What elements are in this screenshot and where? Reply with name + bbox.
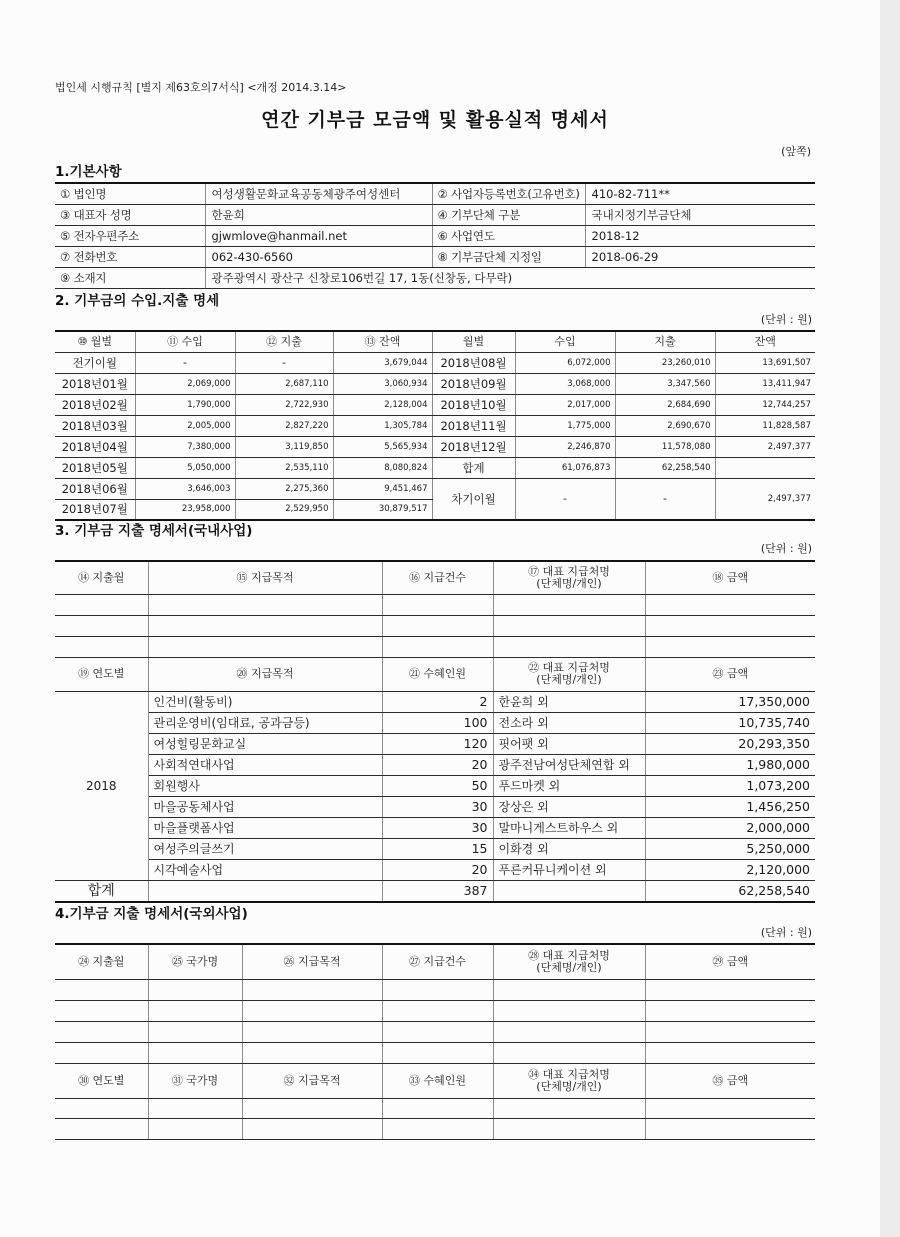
header-beneficiaries: ㉝ 수혜인원	[382, 1063, 493, 1098]
header-year: ⑲ 연도별	[55, 657, 148, 691]
basic-info-row	[55, 225, 815, 246]
empty-cell	[645, 1118, 815, 1139]
empty-cell	[645, 615, 815, 636]
month-cell: 2018년04월	[55, 436, 135, 457]
balance-cell: 9,451,467	[333, 478, 432, 499]
empty-row	[55, 636, 815, 657]
empty-cell	[493, 1000, 645, 1021]
section4-unit: (단위 : 원)	[760, 926, 812, 939]
carry-forward-balance: 2,497,377	[715, 478, 815, 520]
empty-cell	[148, 636, 382, 657]
header-amount: ⑱ 금액	[645, 561, 815, 594]
income-cell: 5,050,000	[135, 457, 235, 478]
header-payee-title: ⑰ 대표 지급처명	[528, 564, 610, 578]
year-cell: 2018	[55, 691, 148, 880]
header-payee	[493, 1063, 645, 1098]
income-expense-table	[55, 330, 815, 521]
empty-cell	[493, 880, 645, 902]
income-cell: 2,069,000	[135, 373, 235, 394]
empty-cell	[493, 1098, 645, 1118]
header-month: ⑩ 월별	[55, 331, 135, 352]
header-year: ㉚ 연도별	[55, 1063, 148, 1098]
payee-cell: 한윤희 외	[493, 691, 645, 712]
empty-cell	[148, 615, 382, 636]
header-income: ⑪ 수입	[135, 331, 235, 352]
table-header-row	[55, 657, 815, 691]
empty-row	[55, 1098, 815, 1118]
empty-cell	[715, 457, 815, 478]
email-value: gjwmlove@hanmail.net	[205, 225, 432, 246]
income-cell: 3,068,000	[515, 373, 615, 394]
domestic-expense-table	[55, 560, 815, 903]
empty-cell	[493, 1042, 645, 1063]
table-row	[55, 733, 815, 754]
income-cell: 2,005,000	[135, 415, 235, 436]
payee-cell: 푸드마켓 외	[493, 775, 645, 796]
empty-cell	[148, 594, 382, 615]
header-amount: ㉓ 금액	[645, 657, 815, 691]
header-payee-title: ㉞ 대표 지급처명	[528, 1067, 610, 1081]
purpose-cell: 사회적연대사업	[148, 754, 382, 775]
address-value: 광주광역시 광산구 신창로106번길 17, 1동(신창동, 다무락)	[205, 267, 815, 288]
corp-name-value: 여성생활문화교육공동체광주여성센터	[205, 183, 432, 204]
empty-cell	[148, 880, 382, 902]
carry-forward-label: 차기이월	[432, 478, 515, 520]
balance-cell: 2,497,377	[715, 436, 815, 457]
fiscal-year-label: ⑥ 사업연도	[432, 225, 585, 246]
empty-cell	[493, 1118, 645, 1139]
empty-cell	[645, 594, 815, 615]
balance-cell: 8,080,824	[333, 457, 432, 478]
header-balance: 잔액	[715, 331, 815, 352]
header-payee-title: ㉘ 대표 지급처명	[528, 948, 610, 962]
beneficiaries-cell: 100	[382, 712, 493, 733]
balance-cell: 3,679,044	[333, 352, 432, 373]
phone-value: 062-430-6560	[205, 246, 432, 267]
section3-heading: 3. 기부금 지출 명세서(국내사업)	[55, 523, 253, 539]
balance-cell: 3,060,934	[333, 373, 432, 394]
month-cell: 2018년06월	[55, 478, 135, 499]
expense-cell: 2,687,110	[235, 373, 333, 394]
purpose-cell: 여성힐링문화교실	[148, 733, 382, 754]
empty-cell	[382, 1000, 493, 1021]
income-cell: 1,790,000	[135, 394, 235, 415]
month-cell: 2018년11월	[432, 415, 515, 436]
beneficiaries-cell: 15	[382, 838, 493, 859]
document-title: 연간 기부금 모금액 및 활용실적 명세서	[261, 109, 609, 131]
empty-cell	[148, 1118, 242, 1139]
header-count: ⑯ 지급건수	[382, 561, 493, 594]
table-row	[55, 754, 815, 775]
table-row	[55, 859, 815, 880]
basic-info-row	[55, 183, 815, 204]
total-amount: 62,258,540	[645, 880, 815, 902]
address-label: ⑨ 소재지	[55, 267, 205, 288]
fiscal-year-value: 2018-12	[585, 225, 815, 246]
table-row	[55, 796, 815, 817]
empty-cell	[148, 1098, 242, 1118]
amount-cell: 1,073,200	[645, 775, 815, 796]
table-row	[55, 457, 815, 478]
total-label: 합계	[55, 880, 148, 902]
empty-cell	[645, 1021, 815, 1042]
header-payee	[493, 561, 645, 594]
header-payee-sub: (단체명/개인)	[536, 960, 602, 974]
table-header-row	[55, 1063, 815, 1098]
header-payee	[493, 657, 645, 691]
empty-row	[55, 1000, 815, 1021]
header-payee-sub: (단체명/개인)	[536, 673, 602, 686]
empty-cell	[148, 979, 242, 1000]
beneficiaries-cell: 20	[382, 754, 493, 775]
empty-cell	[55, 1021, 148, 1042]
balance-cell: 13,691,507	[715, 352, 815, 373]
phone-label: ⑦ 전화번호	[55, 246, 205, 267]
carry-forward-income: -	[515, 478, 615, 520]
designation-date-label: ⑧ 기부금단체 지정일	[432, 246, 585, 267]
header-month: 월별	[432, 331, 515, 352]
expense-cell: 2,690,670	[615, 415, 715, 436]
header-month: ㉔ 지출월	[55, 944, 148, 979]
corp-name-label: ① 법인명	[55, 183, 205, 204]
balance-cell: 5,565,934	[333, 436, 432, 457]
empty-cell	[55, 1000, 148, 1021]
payee-cell: 광주전남여성단체연합 외	[493, 754, 645, 775]
section2-heading: 2. 기부금의 수입.지출 명세	[55, 293, 220, 309]
amount-cell: 1,456,250	[645, 796, 815, 817]
header-beneficiaries: ㉑ 수혜인원	[382, 657, 493, 691]
empty-row	[55, 594, 815, 615]
month-cell: 2018년07월	[55, 499, 135, 520]
empty-cell	[493, 636, 645, 657]
total-income: 61,076,873	[515, 457, 615, 478]
total-beneficiaries: 387	[382, 880, 493, 902]
amount-cell: 2,120,000	[645, 859, 815, 880]
email-label: ⑤ 전자우편주소	[55, 225, 205, 246]
header-month: ⑭ 지출월	[55, 561, 148, 594]
purpose-cell: 마을플랫폼사업	[148, 817, 382, 838]
page-side-label: (앞쪽)	[781, 145, 811, 158]
representative-value: 한윤희	[205, 204, 432, 225]
empty-cell	[242, 1021, 382, 1042]
purpose-cell: 여성주의글쓰기	[148, 838, 382, 859]
empty-cell	[55, 979, 148, 1000]
income-cell: 3,646,003	[135, 478, 235, 499]
header-purpose: ㉜ 지급목적	[242, 1063, 382, 1098]
table-row	[55, 817, 815, 838]
basic-info-table	[55, 182, 815, 289]
header-income: 수입	[515, 331, 615, 352]
payee-cell: 핏어팻 외	[493, 733, 645, 754]
total-expense: 62,258,540	[615, 457, 715, 478]
empty-row	[55, 1021, 815, 1042]
reg-number-value: 410-82-711**	[585, 183, 815, 204]
purpose-cell: 마을공동체사업	[148, 796, 382, 817]
empty-cell	[55, 636, 148, 657]
payee-cell: 전소라 외	[493, 712, 645, 733]
income-cell: 7,380,000	[135, 436, 235, 457]
header-payee-sub: (단체명/개인)	[536, 576, 602, 590]
amount-cell: 1,980,000	[645, 754, 815, 775]
empty-cell	[242, 979, 382, 1000]
income-cell: 23,958,000	[135, 499, 235, 520]
month-cell: 2018년09월	[432, 373, 515, 394]
expense-cell: 2,722,930	[235, 394, 333, 415]
empty-cell	[382, 594, 493, 615]
expense-cell: 2,827,220	[235, 415, 333, 436]
empty-cell	[242, 1000, 382, 1021]
form-header: 법인세 시행규칙 [별지 제63호의7서식] <개정 2014.3.14>	[55, 81, 347, 94]
basic-info-row	[55, 204, 815, 225]
empty-cell	[382, 1042, 493, 1063]
empty-cell	[645, 636, 815, 657]
empty-cell	[493, 979, 645, 1000]
empty-cell	[148, 1042, 242, 1063]
amount-cell: 5,250,000	[645, 838, 815, 859]
empty-cell	[493, 594, 645, 615]
table-header-row	[55, 944, 815, 979]
empty-row	[55, 979, 815, 1000]
empty-cell	[382, 1118, 493, 1139]
section1-heading: 1.기본사항	[55, 164, 122, 180]
balance-cell: 1,305,784	[333, 415, 432, 436]
purpose-cell: 시각예술사업	[148, 859, 382, 880]
expense-cell: -	[235, 352, 333, 373]
purpose-cell: 관리운영비(임대료, 공과금등)	[148, 712, 382, 733]
empty-row	[55, 615, 815, 636]
balance-cell: 12,744,257	[715, 394, 815, 415]
header-expense: ⑫ 지출	[235, 331, 333, 352]
beneficiaries-cell: 20	[382, 859, 493, 880]
header-amount: ㉙ 금액	[645, 944, 815, 979]
income-cell: 2,017,000	[515, 394, 615, 415]
payee-cell: 이화경 외	[493, 838, 645, 859]
beneficiaries-cell: 120	[382, 733, 493, 754]
header-payee	[493, 944, 645, 979]
income-cell: -	[135, 352, 235, 373]
expense-cell: 2,529,950	[235, 499, 333, 520]
expense-cell: 2,684,690	[615, 394, 715, 415]
beneficiaries-cell: 30	[382, 796, 493, 817]
header-expense: 지출	[615, 331, 715, 352]
expense-cell: 2,275,360	[235, 478, 333, 499]
representative-label: ③ 대표자 성명	[55, 204, 205, 225]
table-header-row	[55, 561, 815, 594]
expense-cell: 23,260,010	[615, 352, 715, 373]
table-row	[55, 775, 815, 796]
expense-cell: 3,347,560	[615, 373, 715, 394]
table-row	[55, 415, 815, 436]
amount-cell: 2,000,000	[645, 817, 815, 838]
month-cell: 2018년05월	[55, 457, 135, 478]
payee-cell: 말마니게스트하우스 외	[493, 817, 645, 838]
month-cell: 2018년10월	[432, 394, 515, 415]
header-purpose: ⑮ 지급목적	[148, 561, 382, 594]
empty-cell	[382, 615, 493, 636]
table-row	[55, 712, 815, 733]
table-row	[55, 691, 815, 712]
beneficiaries-cell: 2	[382, 691, 493, 712]
balance-cell: 13,411,947	[715, 373, 815, 394]
empty-cell	[493, 1021, 645, 1042]
table-row	[55, 436, 815, 457]
expense-cell: 3,119,850	[235, 436, 333, 457]
amount-cell: 10,735,740	[645, 712, 815, 733]
beneficiaries-cell: 50	[382, 775, 493, 796]
empty-cell	[493, 615, 645, 636]
header-country: ㉛ 국가명	[148, 1063, 242, 1098]
income-cell: 1,775,000	[515, 415, 615, 436]
table-row	[55, 394, 815, 415]
basic-info-row	[55, 246, 815, 267]
header-purpose: ㉖ 지급목적	[242, 944, 382, 979]
carry-forward-expense: -	[615, 478, 715, 520]
empty-cell	[55, 1042, 148, 1063]
empty-cell	[55, 1118, 148, 1139]
header-payee-title: ㉒ 대표 지급처명	[528, 661, 610, 674]
header-payee-sub: (단체명/개인)	[536, 1079, 602, 1093]
empty-cell	[242, 1118, 382, 1139]
empty-cell	[242, 1098, 382, 1118]
org-type-value: 국내지정기부금단체	[585, 204, 815, 225]
overseas-expense-table	[55, 943, 815, 1140]
month-cell: 2018년03월	[55, 415, 135, 436]
table-row	[55, 838, 815, 859]
empty-cell	[382, 1021, 493, 1042]
empty-cell	[645, 1000, 815, 1021]
section4-heading: 4.기부금 지출 명세서(국외사업)	[55, 906, 248, 922]
purpose-cell: 인건비(활동비)	[148, 691, 382, 712]
total-row	[55, 880, 815, 902]
header-count: ㉗ 지급건수	[382, 944, 493, 979]
empty-cell	[645, 1098, 815, 1118]
empty-cell	[55, 615, 148, 636]
section2-unit: (단위 : 원)	[760, 313, 812, 326]
empty-cell	[148, 1000, 242, 1021]
payee-cell: 장상은 외	[493, 796, 645, 817]
section3-unit: (단위 : 원)	[760, 542, 812, 555]
empty-cell	[382, 1098, 493, 1118]
empty-cell	[645, 979, 815, 1000]
income-cell: 2,246,870	[515, 436, 615, 457]
balance-cell: 2,128,004	[333, 394, 432, 415]
reg-number-label: ② 사업자등록번호(고유번호)	[432, 183, 585, 204]
empty-cell	[382, 636, 493, 657]
empty-cell	[55, 594, 148, 615]
amount-cell: 17,350,000	[645, 691, 815, 712]
org-type-label: ④ 기부단체 구분	[432, 204, 585, 225]
expense-cell: 11,578,080	[615, 436, 715, 457]
month-cell: 2018년01월	[55, 373, 135, 394]
beneficiaries-cell: 30	[382, 817, 493, 838]
expense-cell: 2,535,110	[235, 457, 333, 478]
table-row	[55, 373, 815, 394]
month-cell: 전기이월	[55, 352, 135, 373]
table-row	[55, 478, 815, 499]
table-row	[55, 352, 815, 373]
month-cell: 2018년08월	[432, 352, 515, 373]
income-cell: 6,072,000	[515, 352, 615, 373]
header-amount: ㉟ 금액	[645, 1063, 815, 1098]
month-cell: 2018년02월	[55, 394, 135, 415]
purpose-cell: 회원행사	[148, 775, 382, 796]
payee-cell: 푸른커뮤니케이션 외	[493, 859, 645, 880]
designation-date-value: 2018-06-29	[585, 246, 815, 267]
amount-cell: 20,293,350	[645, 733, 815, 754]
balance-cell: 11,828,587	[715, 415, 815, 436]
empty-cell	[242, 1042, 382, 1063]
total-label: 합계	[432, 457, 515, 478]
basic-info-row	[55, 267, 815, 288]
header-country: ㉕ 국가명	[148, 944, 242, 979]
scan-edge	[880, 0, 900, 1237]
empty-row	[55, 1118, 815, 1139]
empty-cell	[382, 979, 493, 1000]
month-cell: 2018년12월	[432, 436, 515, 457]
empty-row	[55, 1042, 815, 1063]
empty-cell	[55, 1098, 148, 1118]
empty-cell	[645, 1042, 815, 1063]
empty-cell	[148, 1021, 242, 1042]
balance-cell: 30,879,517	[333, 499, 432, 520]
header-purpose: ⑳ 지급목적	[148, 657, 382, 691]
header-balance: ⑬ 잔액	[333, 331, 432, 352]
table-header-row	[55, 331, 815, 352]
